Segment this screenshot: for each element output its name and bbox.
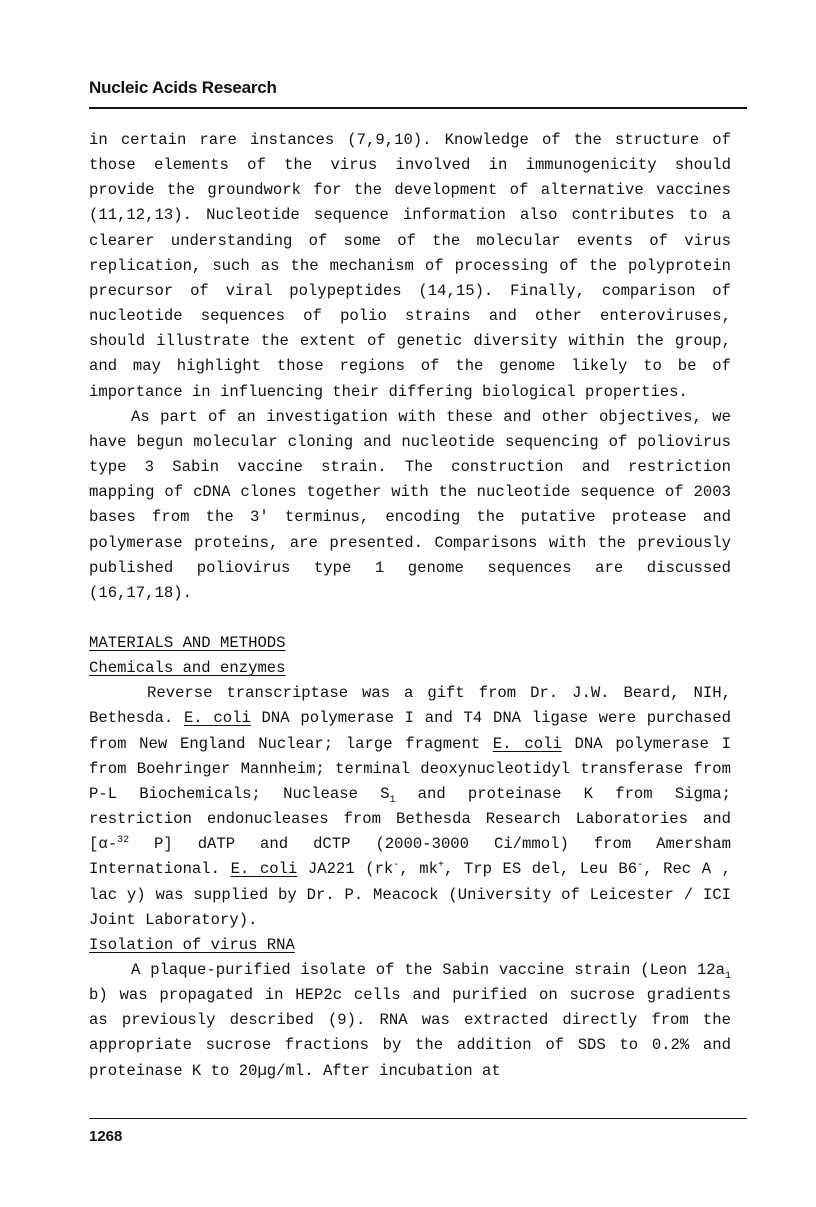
species-name: E. coli xyxy=(183,709,251,728)
footer-rule xyxy=(89,1118,747,1119)
body-text xyxy=(89,128,731,1084)
page-number: 1268 xyxy=(89,1128,123,1145)
subheading-chemicals: Chemicals and enzymes xyxy=(89,659,286,678)
journal-title: Nucleic Acids Research xyxy=(89,78,277,97)
header-rule xyxy=(89,107,747,109)
species-name: E. coli xyxy=(492,734,562,753)
objectives-paragraph: As part of an investigation with these and other objectives, we have begun molecular cloning and nucleotide sequencing of poliovirus type 3 Sabin vaccine strain. The construction and restriction mapping of cDNA clones together with the nucleotide sequence of 2003 bases from the 3' terminus, encoding the putative protease and polymerase proteins, are presented. Comparisons with the previously published poliovirus type 1 genome sequences are discussed (16,17,18). xyxy=(89,407,731,602)
intro-paragraph: in certain rare instances (7,9,10). Knowledge of the structure of those elements of the virus involved in immunogenicity should provide the groundwork for the development of alternative vaccines (11,12,13). Nucleotide sequence information also contributes to a clearer understanding of some of the molecular events of virus replication, such as the mechanism of processing of the polyprotein precursor of viral polypeptides (14,15). Finally, comparison of nucleotide sequences of polio strains and other enteroviruses, should illustrate the extent of genetic diversity within the group, and may highlight those regions of the genome likely to be of importance in influencing their differing biological properties. xyxy=(89,131,731,401)
species-name: E. coli xyxy=(230,860,298,879)
subheading-isolation: Isolation of virus RNA xyxy=(89,935,295,954)
section-heading-materials-methods: MATERIALS AND METHODS xyxy=(89,633,286,652)
section-gap xyxy=(89,606,731,631)
isolation-paragraph: A plaque-purified isolate of the Sabin vaccine strain (Leon $12a_1$ b) was propagated in HEP2c cells and purified on sucrose gradients as previously described (9). RNA was extracted directly from the appropriate sucrose fractions by the addition of SDS to 0.2% and proteinase K to 20µg/ml. After incubation at xyxy=(89,961,731,1080)
chemicals-paragraph: Reverse transcriptase was a gift from Dr. J.W. Beard, NIH, Bethesda. E. coli DNA polymerase I and T4 DNA ligase were purchased from New England Nuclear; large fragment E. coli DNA polymerase I from Boehringer Mannheim; terminal deoxynucleotidyl transferase from P-L Biochemicals; Nuclease $S_1$ and proteinase K from Sigma; restriction endonucleases from Bethesda Research Laboratories and [α-$^{32}$ P] dATP and dCTP (2000-3000 Ci/mmol) from Amersham International. E. coli JA221 (rk-, mk+, Trp ES del, Leu B6-, Rec A , lac y) was supplied by Dr. P. Meacock (University of Leicester / ICI Joint Laboratory). xyxy=(89,684,732,929)
